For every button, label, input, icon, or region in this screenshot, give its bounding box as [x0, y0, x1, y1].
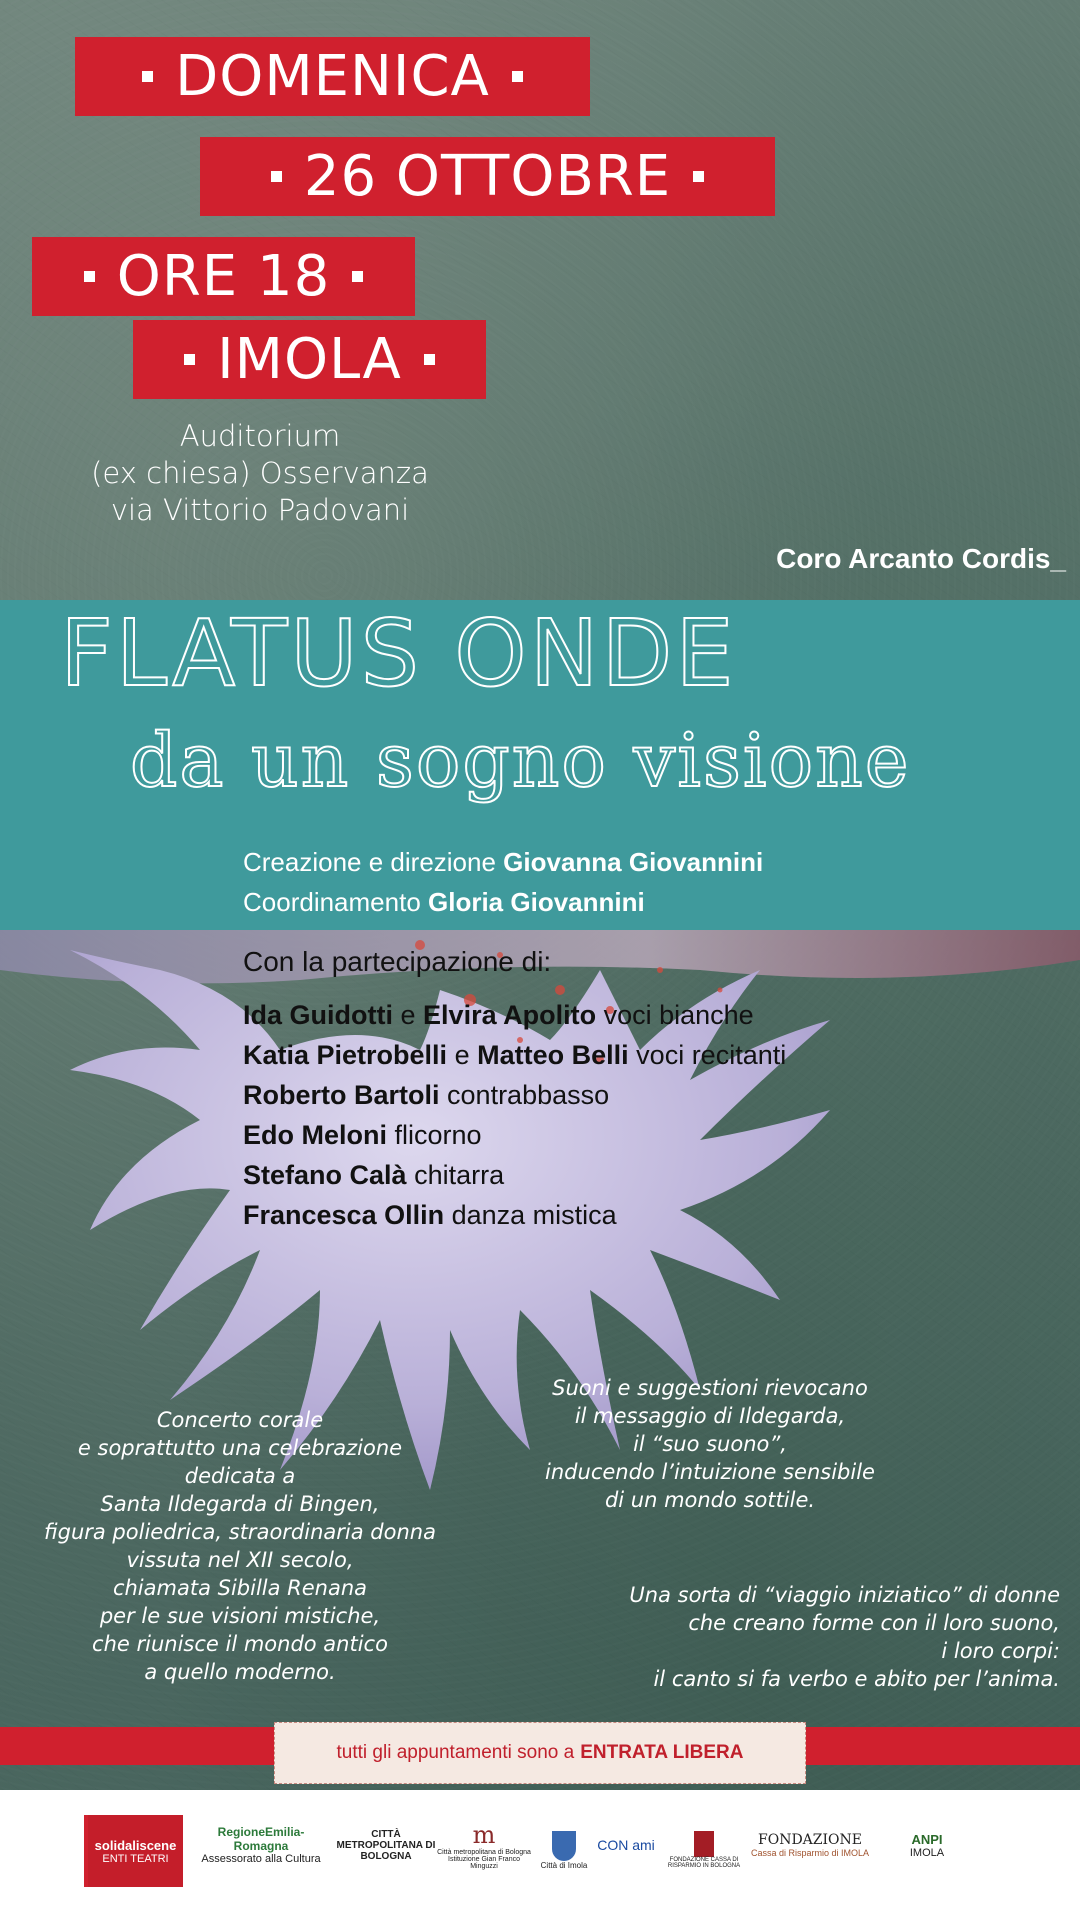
description-line: vissuta nel XII secolo,: [126, 1548, 354, 1572]
participant-name: Stefano Calà: [243, 1160, 407, 1190]
participation-heading: Con la partecipazione di:: [243, 946, 552, 977]
logo-subtext: Cassa di Risparmio di IMOLA: [750, 1848, 870, 1858]
participant-name: Roberto Bartoli: [243, 1080, 440, 1110]
m-mark-icon: m: [472, 1820, 496, 1849]
bullet-square-icon: [184, 354, 195, 365]
fondazione-mark-icon: [694, 1831, 714, 1857]
participant-name: Katia Pietrobelli: [243, 1040, 448, 1070]
coordination-credit: [243, 887, 645, 918]
participant-role: danza mistica: [451, 1200, 617, 1230]
logo-text: CITTÀ METROPOLITANA DI BOLOGNA: [336, 1828, 436, 1862]
description-line: figura poliedrica, straordinaria donna: [44, 1520, 436, 1544]
participation-list: [243, 995, 786, 1235]
logo-text: FONDAZIONE: [758, 1832, 862, 1848]
subtitle: da un sogno visione: [130, 718, 911, 804]
logo-text: CON ami: [597, 1837, 655, 1853]
time-box: [32, 237, 415, 316]
logo-text: Città metropolitana di Bologna: [437, 1848, 531, 1856]
day-box: [75, 37, 590, 116]
description-line: dedicata a: [184, 1464, 296, 1488]
choir-name: Coro Arcanto Cordis_: [776, 543, 1066, 574]
description-line: a quello moderno.: [144, 1660, 336, 1684]
logo-minguzzi: [434, 1815, 534, 1875]
logo-fondazione-bologna: [664, 1815, 744, 1885]
description-line: i loro corpi:: [941, 1639, 1060, 1663]
description-line: il “suo suono”,: [633, 1432, 787, 1456]
participant-row: [243, 995, 786, 1035]
participant-name: Matteo Belli: [477, 1040, 629, 1070]
bullet-square-icon: [693, 171, 704, 182]
participant-role: flicorno: [394, 1120, 482, 1150]
participant-row: [243, 1115, 786, 1155]
description-line: inducendo l’intuizione sensibile: [545, 1460, 875, 1484]
credit-label: Creazione e direzione: [243, 847, 496, 877]
description-right-top: [520, 1374, 900, 1514]
description-line: chiamata Sibilla Renana: [112, 1576, 368, 1600]
description-line: per le sue visioni mistiche,: [99, 1604, 381, 1628]
coat-of-arms-icon: [552, 1831, 576, 1861]
description-left: [40, 1406, 440, 1686]
entry-highlight: ENTRATA LIBERA: [580, 1742, 744, 1763]
participant-sep: e: [454, 1040, 470, 1070]
bullet-square-icon: [424, 354, 435, 365]
logo-regione: [196, 1815, 326, 1875]
description-line: di un mondo sottile.: [604, 1488, 816, 1512]
free-entry-box: [274, 1722, 806, 1784]
credit-name: Giovanna Giovannini: [503, 847, 764, 877]
logo-fondazione-imola: [735, 1815, 885, 1875]
participant-row: [243, 1035, 786, 1075]
description-line: che creano forme con il loro suono,: [688, 1611, 1060, 1635]
credit-name: Gloria Giovannini: [428, 887, 645, 917]
participant-name: Francesca Ollin: [243, 1200, 445, 1230]
date-text: 26 OTTOBRE: [303, 144, 672, 209]
bullet-square-icon: [142, 71, 153, 82]
participant-role: voci recitanti: [636, 1040, 787, 1070]
participant-name: Edo Meloni: [243, 1120, 387, 1150]
participant-role: voci bianche: [603, 1000, 754, 1030]
participant-role: contrabbasso: [447, 1080, 610, 1110]
creation-credit: [243, 847, 763, 878]
description-line: Suoni e suggestioni rievocano: [552, 1376, 868, 1400]
time-text: ORE 18: [116, 244, 331, 309]
venue-line: Auditorium: [179, 419, 341, 453]
logo-subtext: Assessorato alla Cultura: [201, 1853, 321, 1865]
logo-subtext: Istituzione Gian Franco Minguzzi: [448, 1855, 520, 1870]
bullet-square-icon: [271, 171, 282, 182]
description-line: il messaggio di Ildegarda,: [574, 1404, 846, 1428]
logo-text: ANPI: [911, 1831, 943, 1847]
description-line: che riunisce il mondo antico: [92, 1632, 388, 1656]
city-box: [133, 320, 486, 399]
bullet-square-icon: [512, 71, 523, 82]
description-line: il canto si fa verbo e abito per l’anima.: [653, 1667, 1060, 1691]
description-line: e soprattutto una celebrazione: [77, 1436, 403, 1460]
venue-address: [0, 418, 520, 529]
logo-citta-imola: [534, 1815, 594, 1885]
logo-text: Città di Imola: [540, 1860, 588, 1870]
logo-anpi: [897, 1815, 957, 1875]
bullet-square-icon: [84, 271, 95, 282]
logo-solidaliscene: [84, 1815, 183, 1887]
logo-subtext: ENTI TEATRI: [102, 1852, 169, 1865]
city-text: IMOLA: [217, 327, 402, 392]
logo-text: RegioneEmilia-Romagna: [217, 1825, 305, 1853]
logo-text: FONDAZIONE CASSA DI RISPARMIO IN BOLOGNA: [667, 1857, 741, 1869]
venue-line: (ex chiesa) Osservanza: [91, 456, 429, 490]
logo-subtext: IMOLA: [909, 1846, 945, 1859]
entry-text: tutti gli appuntamenti sono a: [336, 1742, 575, 1763]
participant-sep: e: [400, 1000, 416, 1030]
participant-row: [243, 1075, 786, 1115]
participant-name: Ida Guidotti: [243, 1000, 393, 1030]
day-text: DOMENICA: [175, 44, 490, 109]
logo-text: solidaliscene: [94, 1837, 177, 1853]
description-line: Concerto corale: [156, 1408, 324, 1432]
bullet-square-icon: [352, 271, 363, 282]
credit-label: Coordinamento: [243, 887, 421, 917]
description-line: Santa Ildegarda di Bingen,: [100, 1492, 380, 1516]
participant-row: [243, 1155, 786, 1195]
participant-name: Elvira Apolito: [423, 1000, 597, 1030]
date-box: [200, 137, 775, 216]
main-title: FLATUS ONDE: [60, 600, 737, 707]
logo-ami: [596, 1815, 656, 1875]
logo-citta-metropolitana: [336, 1815, 436, 1875]
description-right-bottom: [560, 1581, 1060, 1693]
venue-line: via Vittorio Padovani: [110, 493, 410, 527]
participant-row: [243, 1195, 786, 1235]
description-line: Una sorta di “viaggio iniziatico” di donne: [629, 1583, 1060, 1607]
participant-role: chitarra: [414, 1160, 505, 1190]
